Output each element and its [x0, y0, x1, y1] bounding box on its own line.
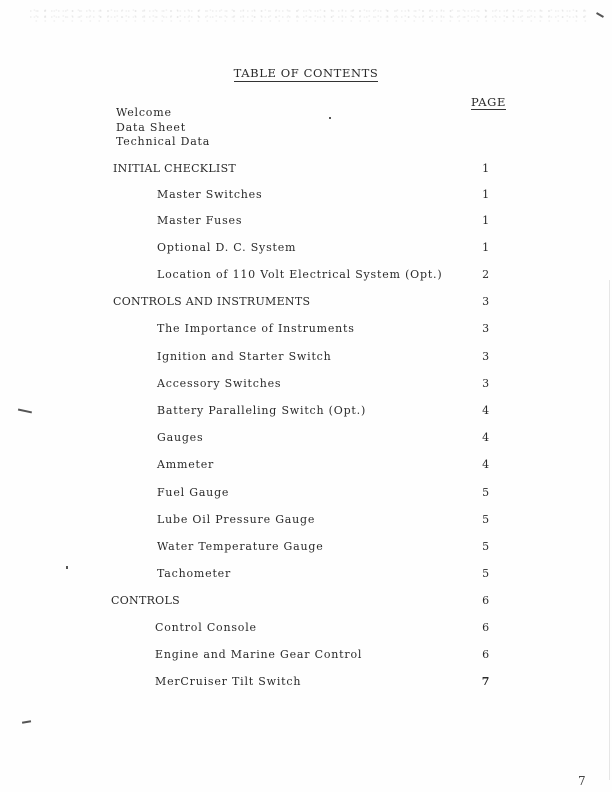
toc-section — [0, 162, 612, 178]
toc-page-number: 1 — [482, 162, 490, 175]
toc-subentry — [0, 513, 612, 529]
toc-page-number: 2 — [482, 268, 490, 281]
toc-page-number: 5 — [482, 540, 490, 553]
toc-page-number: 1 — [482, 188, 490, 201]
toc-entry-label: The Importance of Instruments — [157, 322, 355, 335]
toc-subentry — [0, 567, 612, 583]
toc-entry-label: Fuel Gauge — [157, 486, 230, 499]
toc-page-number: 6 — [482, 648, 490, 661]
toc-page-number: 1 — [482, 214, 490, 227]
page-title — [0, 66, 612, 80]
toc-entry-label: Water Temperature Gauge — [157, 540, 324, 553]
front-matter-item: Data Sheet — [116, 120, 186, 134]
toc-subentry — [0, 486, 612, 502]
scan-noise — [30, 8, 590, 22]
toc-entry-label: Tachometer — [157, 567, 232, 580]
toc-section — [0, 594, 612, 610]
toc-page-number: 3 — [482, 295, 490, 308]
toc-subentry — [0, 675, 612, 691]
scan-mark — [596, 12, 604, 18]
toc-page-number: 4 — [482, 458, 490, 471]
toc-subentry — [0, 322, 612, 338]
toc-entry-label: MerCruiser Tilt Switch — [155, 675, 302, 688]
toc-subentry — [0, 621, 612, 637]
toc-entry-label: Ammeter — [157, 458, 215, 471]
toc-subentry — [0, 648, 612, 664]
toc-entry-label: INITIAL CHECKLIST — [113, 162, 237, 175]
toc-subentry — [0, 268, 612, 284]
toc-page-number: 3 — [482, 350, 490, 363]
toc-subentry — [0, 540, 612, 556]
toc-page-number: 5 — [482, 513, 490, 526]
toc-subentry — [0, 404, 612, 420]
toc-page-number: 6 — [482, 594, 490, 607]
toc-entry-label: Accessory Switches — [157, 377, 282, 390]
toc-page-number: 3 — [482, 322, 490, 335]
scan-mark — [22, 720, 31, 723]
toc-subentry — [0, 241, 612, 257]
toc-page-number: 5 — [482, 486, 490, 499]
toc-entry-label: Engine and Marine Gear Control — [155, 648, 363, 661]
front-matter-list — [116, 106, 210, 150]
toc-subentry — [0, 431, 612, 447]
toc-entry-label: Master Fuses — [157, 214, 243, 227]
page-folio-number: 7 — [578, 774, 586, 788]
toc-subentry — [0, 458, 612, 474]
toc-page-number: 4 — [482, 431, 490, 444]
toc-entry-label: Battery Paralleling Switch (Opt.) — [157, 404, 367, 417]
toc-entry-label: Optional D. C. System — [157, 241, 297, 254]
scan-mark — [329, 117, 331, 119]
toc-entry-label: Lube Oil Pressure Gauge — [157, 513, 316, 526]
toc-entry-label: Ignition and Starter Switch — [157, 350, 332, 363]
toc-page-number: 6 — [482, 621, 490, 634]
toc-entry-label: CONTROLS AND INSTRUMENTS — [113, 295, 311, 308]
toc-entry-label: Gauges — [157, 431, 204, 444]
front-matter-item: Welcome — [116, 106, 172, 119]
toc-subentry — [0, 214, 612, 230]
toc-page-number: 5 — [482, 567, 490, 580]
toc-page-number: 3 — [482, 377, 490, 390]
toc-entry-label: Master Switches — [157, 188, 263, 201]
page-title-text: TABLE OF CONTENTS — [233, 66, 379, 80]
toc-subentry — [0, 350, 612, 366]
toc-entry-label: Control Console — [155, 621, 257, 634]
toc-entry-label: CONTROLS — [111, 594, 180, 607]
toc-page-number: 7 — [481, 675, 491, 688]
toc-page-number: 4 — [482, 404, 490, 417]
toc-page-number: 1 — [482, 241, 490, 254]
toc-subentry — [0, 188, 612, 204]
front-matter-item: Technical Data — [116, 135, 211, 148]
toc-subentry — [0, 377, 612, 393]
toc-section — [0, 295, 612, 311]
toc-entry-label: Location of 110 Volt Electrical System (Opt.) — [157, 268, 443, 281]
page-column-header: PAGE — [471, 95, 506, 109]
